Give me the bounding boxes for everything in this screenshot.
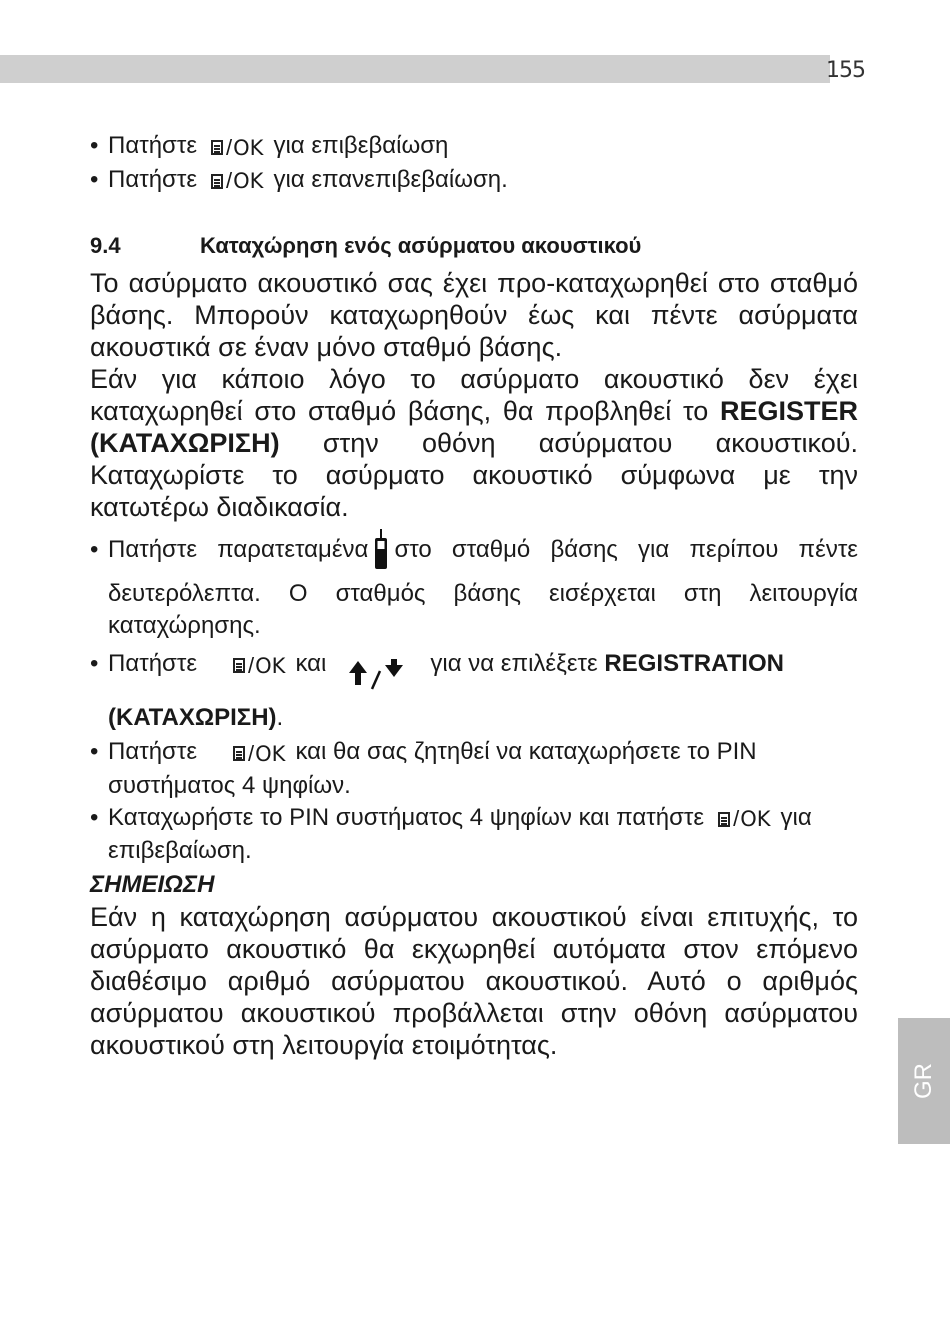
bullet-text: Πατήστε — [108, 165, 198, 193]
step-bullet: • Πατήστε παρατεταμένα στο σταθμό βάσης για περίπου πέντε δευτερόλεπτα. Ο σταθμός βάσης εισέρχεται στη λειτουργία καταχώρησης. — [90, 529, 858, 642]
intro-bullet: • Πατήστε / OK για επανεπιβεβαίωση. — [90, 164, 858, 198]
section-number: 9.4 — [90, 233, 121, 258]
bullet-text: για επιβεβαίωση — [273, 132, 449, 159]
menu-ok-icon: / OK — [233, 738, 285, 770]
menu-ok-icon: / OK — [211, 165, 263, 197]
menu-ok-icon: / OK — [211, 132, 263, 164]
paragraph-intro: Το ασύρματο ακουστικό σας έχει προ-καταχωρηθεί στο σταθμό βάσης. Μπορούν καταχωρηθούν έως και πέντε ασύρματα ακουστικά σε έναν μόνο σταθμό βάσης. — [90, 268, 858, 362]
intro-bullet: • Πατήστε / OK για επιβεβαίωση — [90, 130, 858, 164]
menu-ok-icon: / OK — [718, 803, 770, 835]
bullet-text: Πατήστε — [108, 132, 198, 159]
register-label: REGISTER (ΚΑΤΑΧΩΡΙΣΗ) — [90, 396, 858, 458]
section-title: Καταχώρηση ενός ασύρματου ακουστικού — [200, 233, 642, 258]
step-bullet: • Καταχωρήστε το PIN συστήματος 4 ψηφίων και πατήστε / OK για επιβεβαίωση. — [90, 803, 812, 864]
section-heading — [90, 231, 858, 261]
handset-icon — [374, 529, 388, 578]
bullet-text: για επανεπιβεβαίωση. — [273, 165, 508, 193]
page-content — [90, 130, 858, 1061]
language-tab — [898, 1018, 950, 1144]
menu-ok-icon: / OK — [233, 650, 285, 682]
step-bullet: • Πατήστε / OK και θα σας ζητηθεί να καταχωρήσετε το PIN συστήματος 4 ψηφίων. — [90, 738, 757, 799]
note-title: ΣΗΜΕΙΩΣΗ — [90, 871, 215, 898]
step-bullet: • Πατήστε / OK και για να επιλέξετε REGISTRATION (ΚΑΤΑΧΩΡΙΣΗ). — [90, 650, 784, 731]
note-text: Εάν η καταχώρηση ασύρματου ακουστικού είναι επιτυχής, το ασύρματο ακουστικό θα εκχωρηθεί αυτόματα στον επόμενο διαθέσιμο αριθμό ασύρματου ακουστικού. Αυτό ο αριθμός ασύρματου ακουστικού προβάλλεται στην οθόνη ασύρματου ακουστικού στη λειτουργία ετοιμότητας. — [90, 902, 858, 1060]
language-tab-label: GR — [910, 1063, 937, 1099]
page-number: 155 — [826, 58, 865, 83]
registration-label: REGISTRATION (ΚΑΤΑΧΩΡΙΣΗ) — [108, 650, 784, 731]
paragraph-register: Εάν για κάποιο λόγο το ασύρματο ακουστικό δεν έχει καταχωρηθεί στο σταθμό βάσης, θα προβληθεί το REGISTER (ΚΑΤΑΧΩΡΙΣΗ) στην οθόνη ασύρματου ακουστικού. Καταχωρίστε το ασύρματο ακουστικό σύμφωνα με την κατωτέρω διαδικασία. — [90, 364, 858, 522]
up-down-arrows-icon — [348, 659, 408, 702]
header-bar — [0, 55, 830, 83]
